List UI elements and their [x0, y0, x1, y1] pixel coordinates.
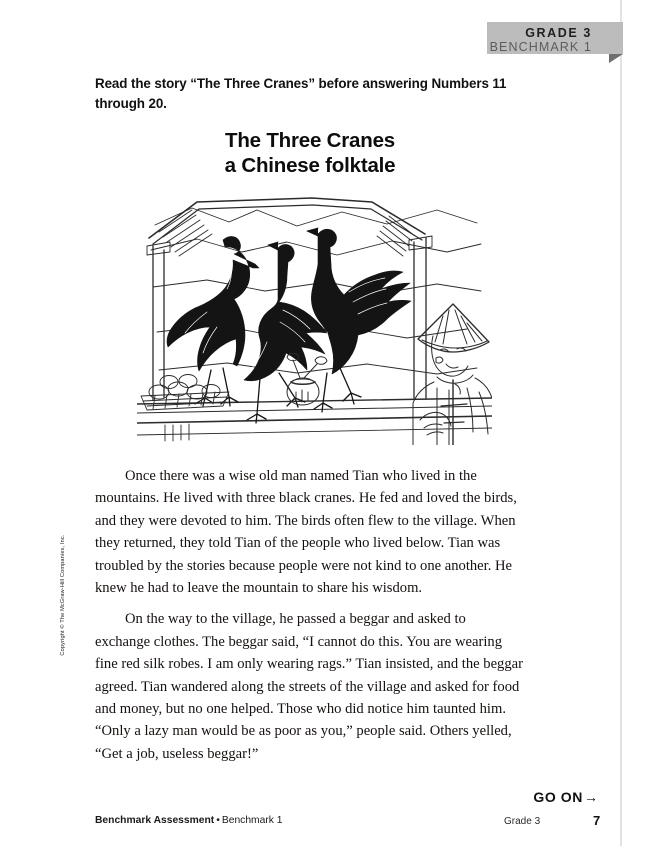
story-paragraph: Once there was a wise old man named Tian who lived in the mountains. He lived with three black cranes. He fed and loved the birds, and they were devoted to him. The birds often flew to the village. When they returned, they told Tian of the people who lived below. Tian was troubled by the stories because people were not kind to one another. He knew he had to leave the mountain to share his wisdom. [95, 468, 517, 597]
footer-title-bold: Benchmark Assessment [95, 815, 215, 826]
grade-benchmark-tab [487, 22, 623, 54]
go-on-label: GO ON [533, 789, 583, 805]
arrow-right-icon: → [584, 789, 598, 805]
go-on-indicator [430, 789, 598, 805]
reading-instruction: Read the story “The Three Cranes” before answering Numbers 11 through 20. [95, 76, 507, 111]
grade-label: GRADE 3 [525, 26, 592, 40]
footer-grade: Grade 3 [504, 816, 541, 827]
copyright-notice [53, 510, 65, 690]
footer-title-rest: Benchmark 1 [221, 815, 283, 826]
story-title-line2: a Chinese folktale [224, 154, 396, 177]
story-title [95, 128, 525, 178]
footer-page-number: 7 [593, 813, 601, 828]
copyright-text: Copyright © The McGraw-Hill Companies, Inc. [60, 534, 66, 656]
footer-bullet: • [216, 815, 220, 826]
benchmark-label: BENCHMARK 1 [489, 40, 592, 54]
story-illustration [137, 192, 492, 445]
story-title-line1: The Three Cranes [225, 129, 395, 152]
tab-fold-corner [609, 54, 623, 63]
footer-title [95, 815, 283, 826]
page-right-rule [620, 0, 622, 846]
story-paragraph: On the way to the village, he passed a beggar and asked to exchange clothes. The beggar said, “I cannot do this. You are wearing fine red silk robes. I am only wearing rags.” Tian insisted, and the beggar agreed. Tian wandered along the streets of the village and asked for food and money, but no one helped. Those who did notice him taunted him. “Only a lazy man would be as poor as you,” people said. Others yelled, “Get a job, useless beggar!” [95, 611, 523, 762]
story-body [95, 465, 523, 774]
